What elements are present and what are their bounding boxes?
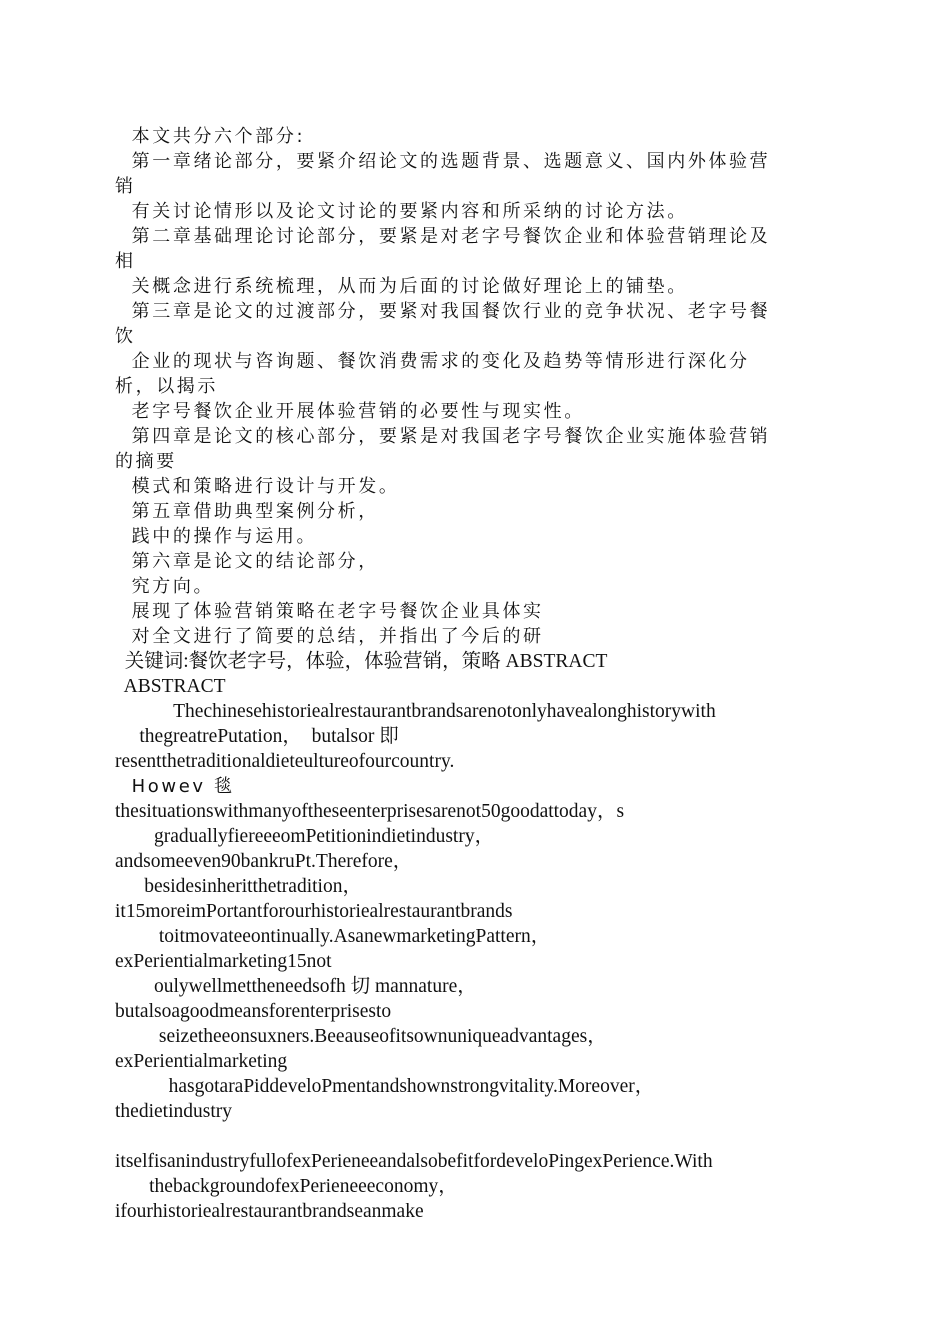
text-line: ABSTRACT: [115, 676, 226, 697]
text-line: oulywellmettheneedsofh 切 mannature，: [115, 976, 477, 997]
text-line: resentthetraditionaldieteultureofourcountry.: [115, 751, 455, 772]
text-line: thegreatrePutation， butalsor 即: [115, 726, 399, 747]
text-line: besidesinheritthetradition，: [115, 876, 362, 897]
text-line: thebackgroundofexPerieneeeconomy，: [115, 1176, 458, 1197]
text-line: 模式和策略进行设计与开发。: [115, 476, 400, 497]
text-line: graduallyfiereeeomPetitionindietindustry，: [115, 826, 495, 847]
text-line: exPerientialmarketing15not: [115, 951, 332, 972]
text-line: thedietindustry: [115, 1101, 232, 1122]
text-line: hasgotaraPiddeveloPmentandshownstrongvitality.Moreover，: [115, 1076, 655, 1097]
text-line: 第五章借助典型案例分析，: [115, 501, 379, 522]
text-line: thesituationswithmanyoftheseenterprisesarenot50goodattoday，s: [115, 801, 625, 822]
text-line: 企业的现状与咨询题、餐饮消费需求的变化及趋势等情形进行深化分: [115, 351, 750, 372]
text-line: 析，以揭示: [115, 376, 218, 397]
text-line: it15moreimPortantforourhistoriealrestaurantbrands: [115, 901, 513, 922]
text-line: ifourhistoriealrestaurantbrandseanmake: [115, 1201, 424, 1222]
text-line: 践中的操作与运用。: [115, 526, 318, 547]
text-line: 关键词:餐饮老字号，体验，体验营销，策略 ABSTRACT: [115, 651, 608, 672]
text-line: 对全文进行了简要的总结，并指出了今后的研: [115, 626, 544, 647]
text-line: butalsoagoodmeansforenterprisesto: [115, 1001, 392, 1022]
text-line: 究方向。: [115, 576, 215, 597]
text-line: 第一章绪论部分，要紧介绍论文的选题背景、选题意义、国内外体验营: [115, 151, 771, 172]
text-line: 老字号餐饮企业开展体验营销的必要性与现实性。: [115, 401, 585, 422]
text-line: seizetheeonsuxners.Beeauseofitsownuniqueadvantages，: [115, 1026, 607, 1047]
text-line: Howev 毯: [115, 776, 235, 797]
text-line: 相: [115, 251, 136, 272]
text-line: itselfisanindustryfullofexPerieneeandalsobefitfordeveloPingexPerience.With: [115, 1151, 713, 1172]
text-line: 第四章是论文的核心部分，要紧是对我国老字号餐饮企业实施体验营销: [115, 426, 771, 447]
text-line: exPerientialmarketing: [115, 1051, 288, 1072]
text-line: 的摘要: [115, 451, 177, 472]
text-line: 有关讨论情形以及论文讨论的要紧内容和所采纳的讨论方法。: [115, 201, 688, 222]
text-line: 第六章是论文的结论部分，: [115, 551, 379, 572]
text-line: Thechinesehistoriealrestaurantbrandsarenotonlyhavealonghistorywith: [115, 701, 716, 722]
text-line: toitmovateeontinually.AsanewmarketingPattern，: [115, 926, 551, 947]
text-line: 本文共分六个部分:: [115, 126, 306, 147]
text-line: 展现了体验营销策略在老字号餐饮企业具体实: [115, 601, 544, 622]
text-line: 销: [115, 176, 136, 197]
text-line: 关概念进行系统梳理，从而为后面的讨论做好理论上的铺垫。: [115, 276, 688, 297]
text-line: 第二章基础理论讨论部分，要紧是对老字号餐饮企业和体验营销理论及: [115, 226, 771, 247]
text-line: 第三章是论文的过渡部分，要紧对我国餐饮行业的竞争状况、老字号餐: [115, 301, 771, 322]
text-line: 饮: [115, 326, 136, 347]
text-line: andsomeeven90bankruPt.Therefore，: [115, 851, 413, 872]
